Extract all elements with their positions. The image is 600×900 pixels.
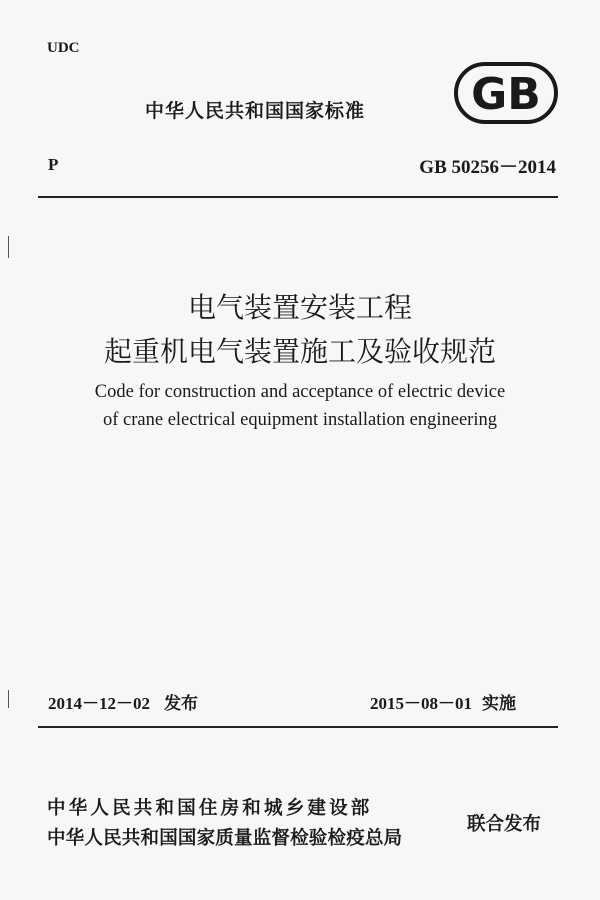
title-english-line2: of crane electrical equipment installation engineering (103, 410, 497, 430)
classification-code: P (48, 155, 59, 174)
top-divider (38, 196, 558, 198)
gb-logo (454, 62, 558, 124)
title-english-line1: Code for construction and acceptance of electric device (94, 382, 506, 402)
title-chinese-line1: 电气装置安装工程 (187, 291, 412, 324)
bottom-divider (38, 726, 558, 728)
joint-issue-label: 联合发布 (467, 814, 542, 835)
issue-label: 发布 (164, 694, 198, 714)
implementation-label: 实施 (482, 694, 516, 714)
publisher-ministry-housing: 中华人民共和国住房和城乡建设部 (47, 798, 373, 819)
standard-number: GB 50256－2014 (419, 157, 556, 178)
scan-mark (8, 690, 9, 708)
implementation-date: 2015－08－01 (370, 694, 472, 713)
udc-label: UDC (47, 40, 80, 56)
scan-mark (8, 236, 9, 258)
national-standard-heading: 中华人民共和国国家标准 (145, 100, 366, 122)
title-chinese-line2: 起重机电气装置施工及验收规范 (103, 335, 496, 368)
publisher-aqsiq: 中华人民共和国国家质量监督检验检疫总局 (47, 828, 403, 849)
implementation-date-block (370, 689, 516, 714)
gb-logo-text: GB (471, 69, 541, 120)
issue-date: 2014－12－02 (48, 694, 150, 713)
issue-date-block (48, 689, 198, 714)
